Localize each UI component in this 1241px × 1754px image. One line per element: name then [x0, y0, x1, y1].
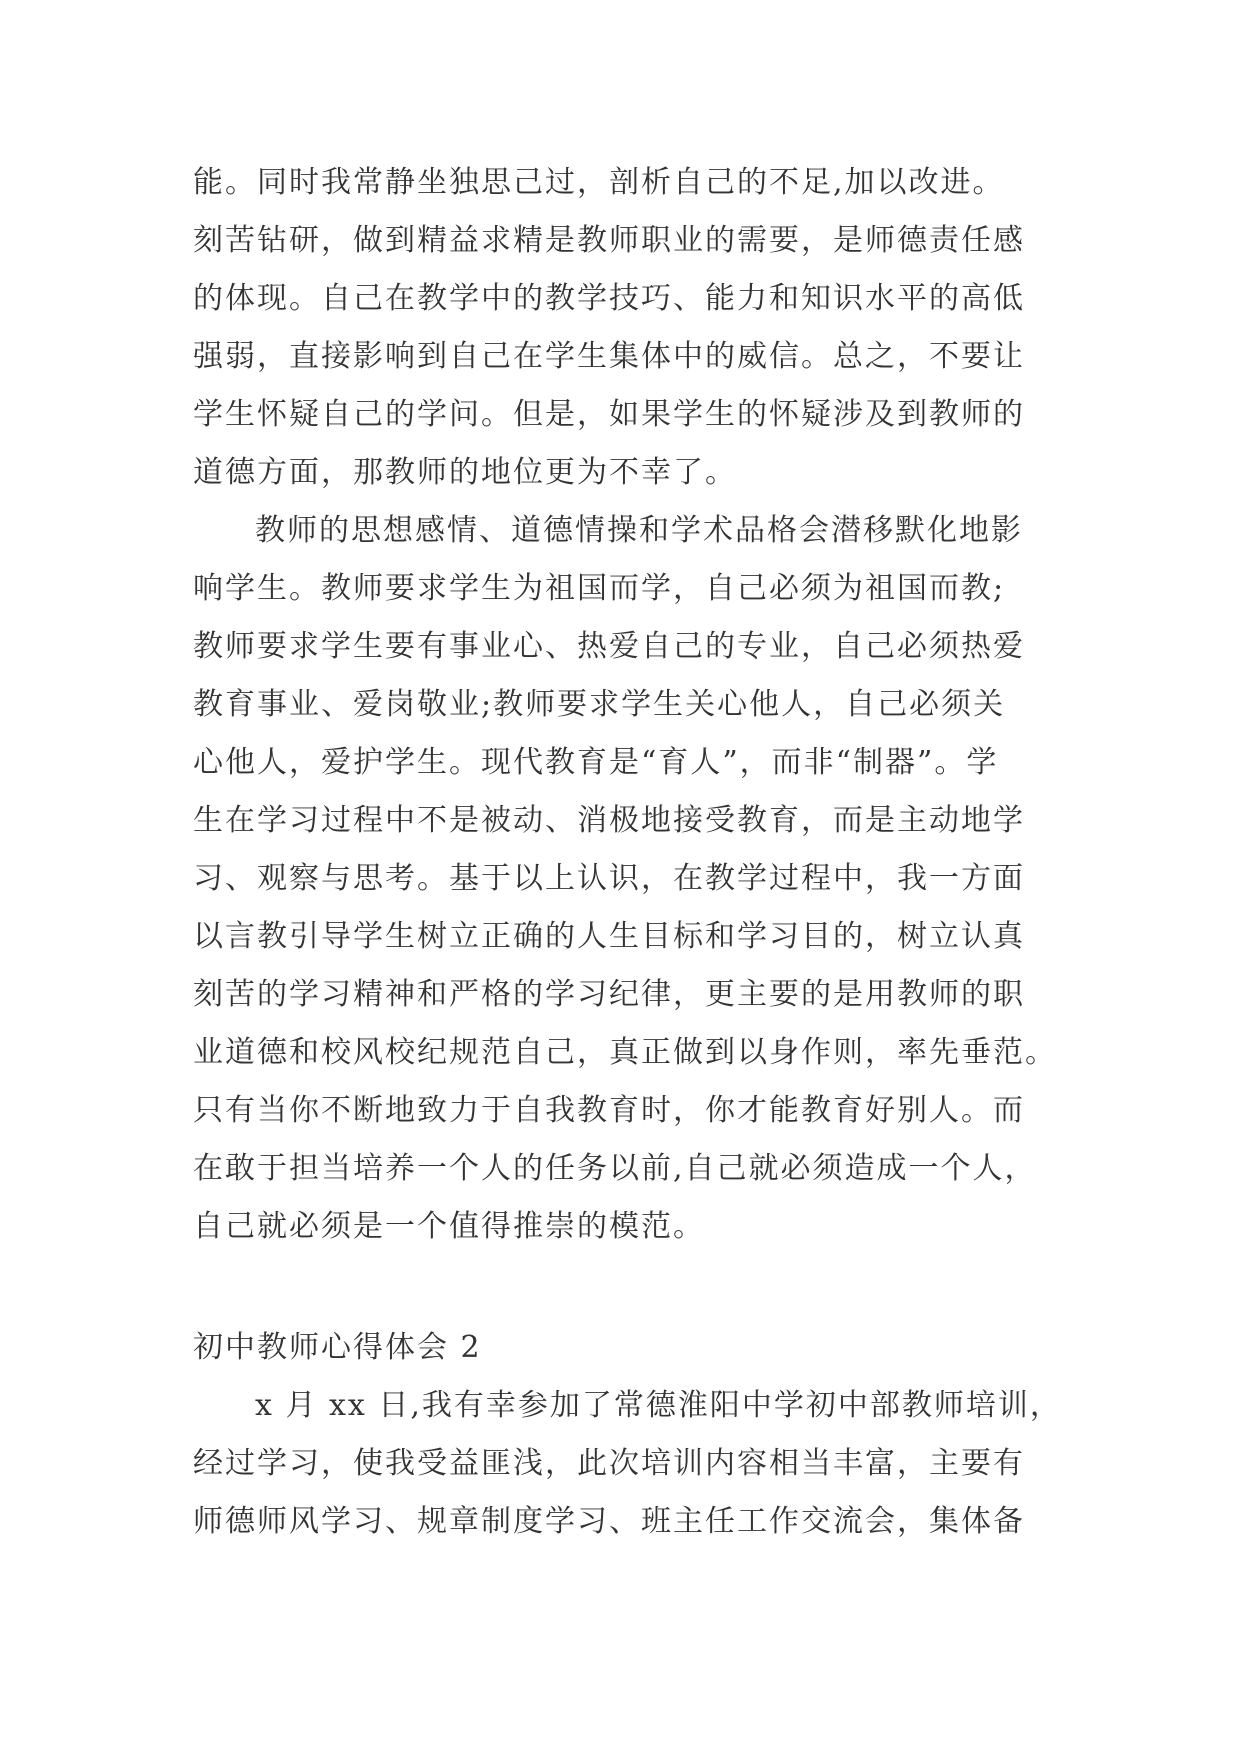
- paragraph-line: 刻苦的学习精神和严格的学习纪律，更主要的是用教师的职: [193, 977, 1025, 1012]
- paragraph-line: 能。同时我常静坐独思己过，剖析自己的不足,加以改进。: [193, 165, 1005, 200]
- paragraph-line: 强弱，直接影响到自己在学生集体中的威信。总之，不要让: [193, 339, 1025, 374]
- paragraph-line: 学生怀疑自己的学问。但是，如果学生的怀疑涉及到教师的: [193, 397, 1025, 432]
- paragraph-line: 教育事业、爱岗敬业;教师要求学生关心他人，自己必须关: [193, 687, 1006, 722]
- paragraph-line: 业道德和校风校纪规范自己，真正做到以身作则，率先垂范。: [193, 1035, 1057, 1070]
- paragraph-line: 在敢于担当培养一个人的任务以前,自己就必须造成一个人，: [193, 1151, 1037, 1186]
- paragraph-1: [193, 154, 1053, 502]
- paragraph-line: 习、观察与思考。基于以上认识，在教学过程中，我一方面: [193, 861, 1025, 896]
- paragraph-line: 生在学习过程中不是被动、消极地接受教育，而是主动地学: [193, 803, 1025, 838]
- section-heading-block: [193, 1319, 1053, 1377]
- paragraph-line: 自己就必须是一个值得推崇的模范。: [193, 1209, 705, 1244]
- section-heading: 初中教师心得体会 2: [193, 1330, 482, 1365]
- paragraph-line: 以言教引导学生树立正确的人生目标和学习目的，树立认真: [193, 919, 1025, 954]
- paragraph-line: 的体现。自己在教学中的教学技巧、能力和知识水平的高低: [193, 281, 1025, 316]
- paragraph-line: 教师的思想感情、道德情操和学术品格会潜移默化地影: [255, 513, 1023, 548]
- paragraph-line: 经过学习，使我受益匪浅，此次培训内容相当丰富，主要有: [193, 1446, 1025, 1481]
- paragraph-2: [193, 502, 1057, 1256]
- paragraph-line: 师德师风学习、规章制度学习、班主任工作交流会，集体备: [193, 1504, 1025, 1539]
- paragraph-line: 心他人，爱护学生。现代教育是“育人”，而非“制器”。学: [193, 745, 999, 780]
- paragraph-line: 响学生。教师要求学生为祖国而学，自己必须为祖国而教;: [193, 571, 1006, 606]
- paragraph-line: 只有当你不断地致力于自我教育时，你才能教育好别人。而: [193, 1093, 1025, 1128]
- paragraph-3: [193, 1377, 1062, 1551]
- paragraph-line: x 月 xx 日,我有幸参加了常德淮阳中学初中部教师培训，: [255, 1388, 1062, 1423]
- paragraph-line: 刻苦钻研，做到精益求精是教师职业的需要，是师德责任感: [193, 223, 1025, 258]
- paragraph-line: 道德方面，那教师的地位更为不幸了。: [193, 455, 737, 490]
- paragraph-line: 教师要求学生要有事业心、热爱自己的专业，自己必须热爱: [193, 629, 1025, 664]
